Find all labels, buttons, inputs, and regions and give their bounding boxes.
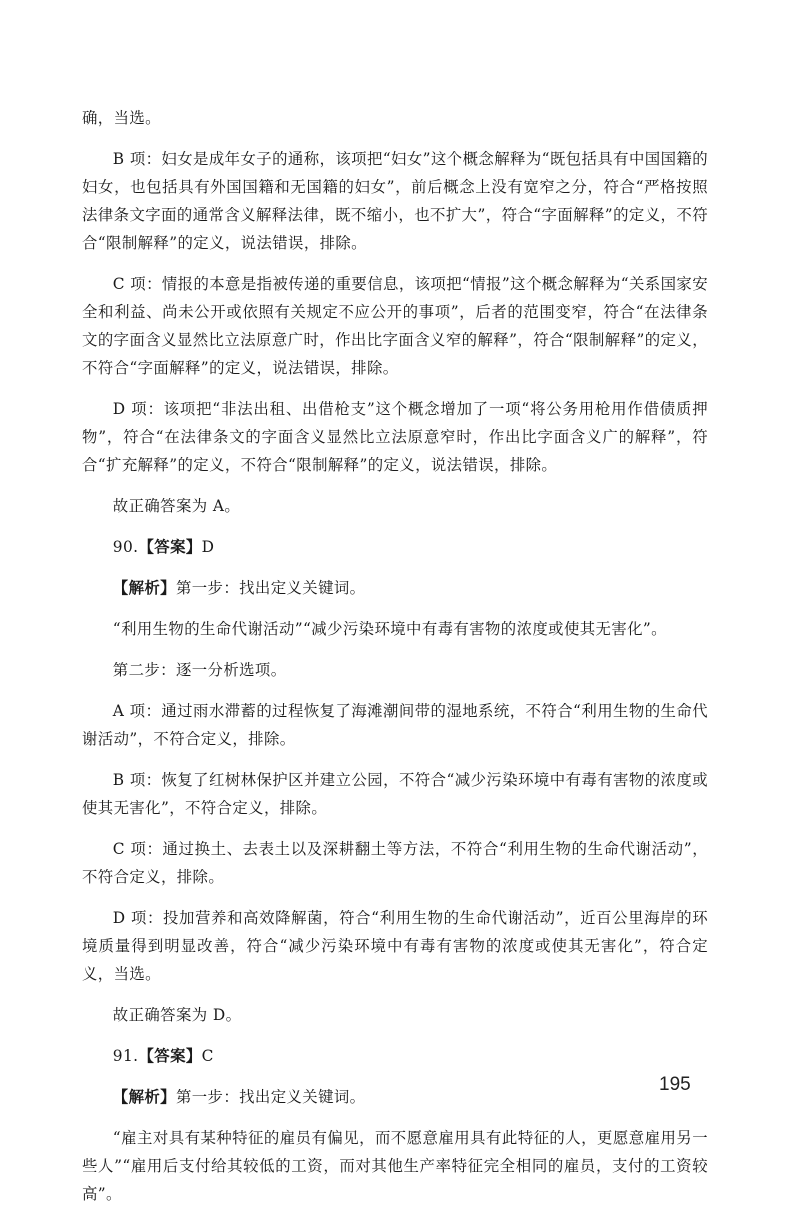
question-90-option-a: A 项：通过雨水滞蓄的过程恢复了海滩潮间带的湿地系统，不符合“利用生物的生命代谢活动”，不符合定义，排除。 bbox=[82, 702, 708, 748]
answer-label: 【答案】 bbox=[138, 538, 202, 556]
question-90-step2: 第二步：逐一分析选项。 bbox=[112, 661, 287, 679]
question-90-answer: 90.【答案】D bbox=[112, 538, 215, 556]
question-91-answer: 91.【答案】C bbox=[112, 1047, 214, 1065]
question-90-option-c: C 项：通过换土、去表土以及深耕翻土等方法，不符合“利用生物的生命代谢活动”，不符合定义，排除。 bbox=[82, 840, 708, 886]
question-90-option-d: D 项：投加营养和高效降解菌，符合“利用生物的生命代谢活动”，近百公里海岸的环境质量得到明显改善，符合“减少污染环境中有毒有害物的浓度或使其无害化”，符合定义，当选。 bbox=[82, 909, 708, 983]
paragraph-option-d-explanation: D 项：该项把“非法出租、出借枪支”这个概念增加了一项“将公务用枪用作借债质押物”，符合“在法律条文的字面含义显然比立法原意窄时，作出比字面含义广的解释”，符合“扩充解释”的定义，不符合“限制解释”的定义，说法错误，排除。 bbox=[82, 400, 708, 474]
page-body bbox=[82, 104, 708, 1221]
paragraph-option-b-explanation: B 项：妇女是成年女子的通称，该项把“妇女”这个概念解释为“既包括具有中国国籍的妇女，也包括具有外国国籍和无国籍的妇女”，前后概念上没有宽窄之分，符合“严格按照法律条文字面的通常含义解释法律，既不缩小，也不扩大”，符合“字面解释”的定义，不符合“限制解释”的定义，说法错误，排除。 bbox=[82, 150, 708, 252]
question-91-analysis-step1: 【解析】第一步：找出定义关键词。 bbox=[112, 1088, 366, 1106]
analysis-label: 【解析】 bbox=[112, 1088, 176, 1106]
paragraph-option-c-explanation: C 项：情报的本意是指被传递的重要信息，该项把“情报”这个概念解释为“关系国家安全和利益、尚未公开或依照有关规定不应公开的事项”，后者的范围变窄，符合“在法律条文的字面含义显然比立法原意广时，作出比字面含义窄的解释”，符合“限制解释”的定义，不符合“字面解释”的定义，说法错误，排除。 bbox=[82, 275, 708, 377]
question-91-keywords: “雇主对具有某种特征的雇员有偏见，而不愿意雇用具有此特征的人，更愿意雇用另一些人”“雇用后支付给其较低的工资，而对其他生产率特征完全相同的雇员，支付的工资较高”。 bbox=[82, 1129, 708, 1203]
question-90-analysis-step1: 【解析】第一步：找出定义关键词。 bbox=[112, 579, 366, 597]
paragraph-1: 确，当选。 bbox=[82, 109, 161, 127]
page-number: 195 bbox=[659, 1074, 691, 1095]
answer-label: 【答案】 bbox=[138, 1047, 202, 1065]
paragraph-answer-conclusion: 故正确答案为 A。 bbox=[112, 497, 241, 515]
question-90-conclusion: 故正确答案为 D。 bbox=[112, 1006, 242, 1024]
question-90-option-b: B 项：恢复了红树林保护区并建立公园，不符合“减少污染环境中有毒有害物的浓度或使其无害化”，不符合定义，排除。 bbox=[82, 771, 708, 817]
question-90-keywords: “利用生物的生命代谢活动”“减少污染环境中有毒有害物的浓度或使其无害化”。 bbox=[112, 620, 667, 638]
analysis-label: 【解析】 bbox=[112, 579, 176, 597]
